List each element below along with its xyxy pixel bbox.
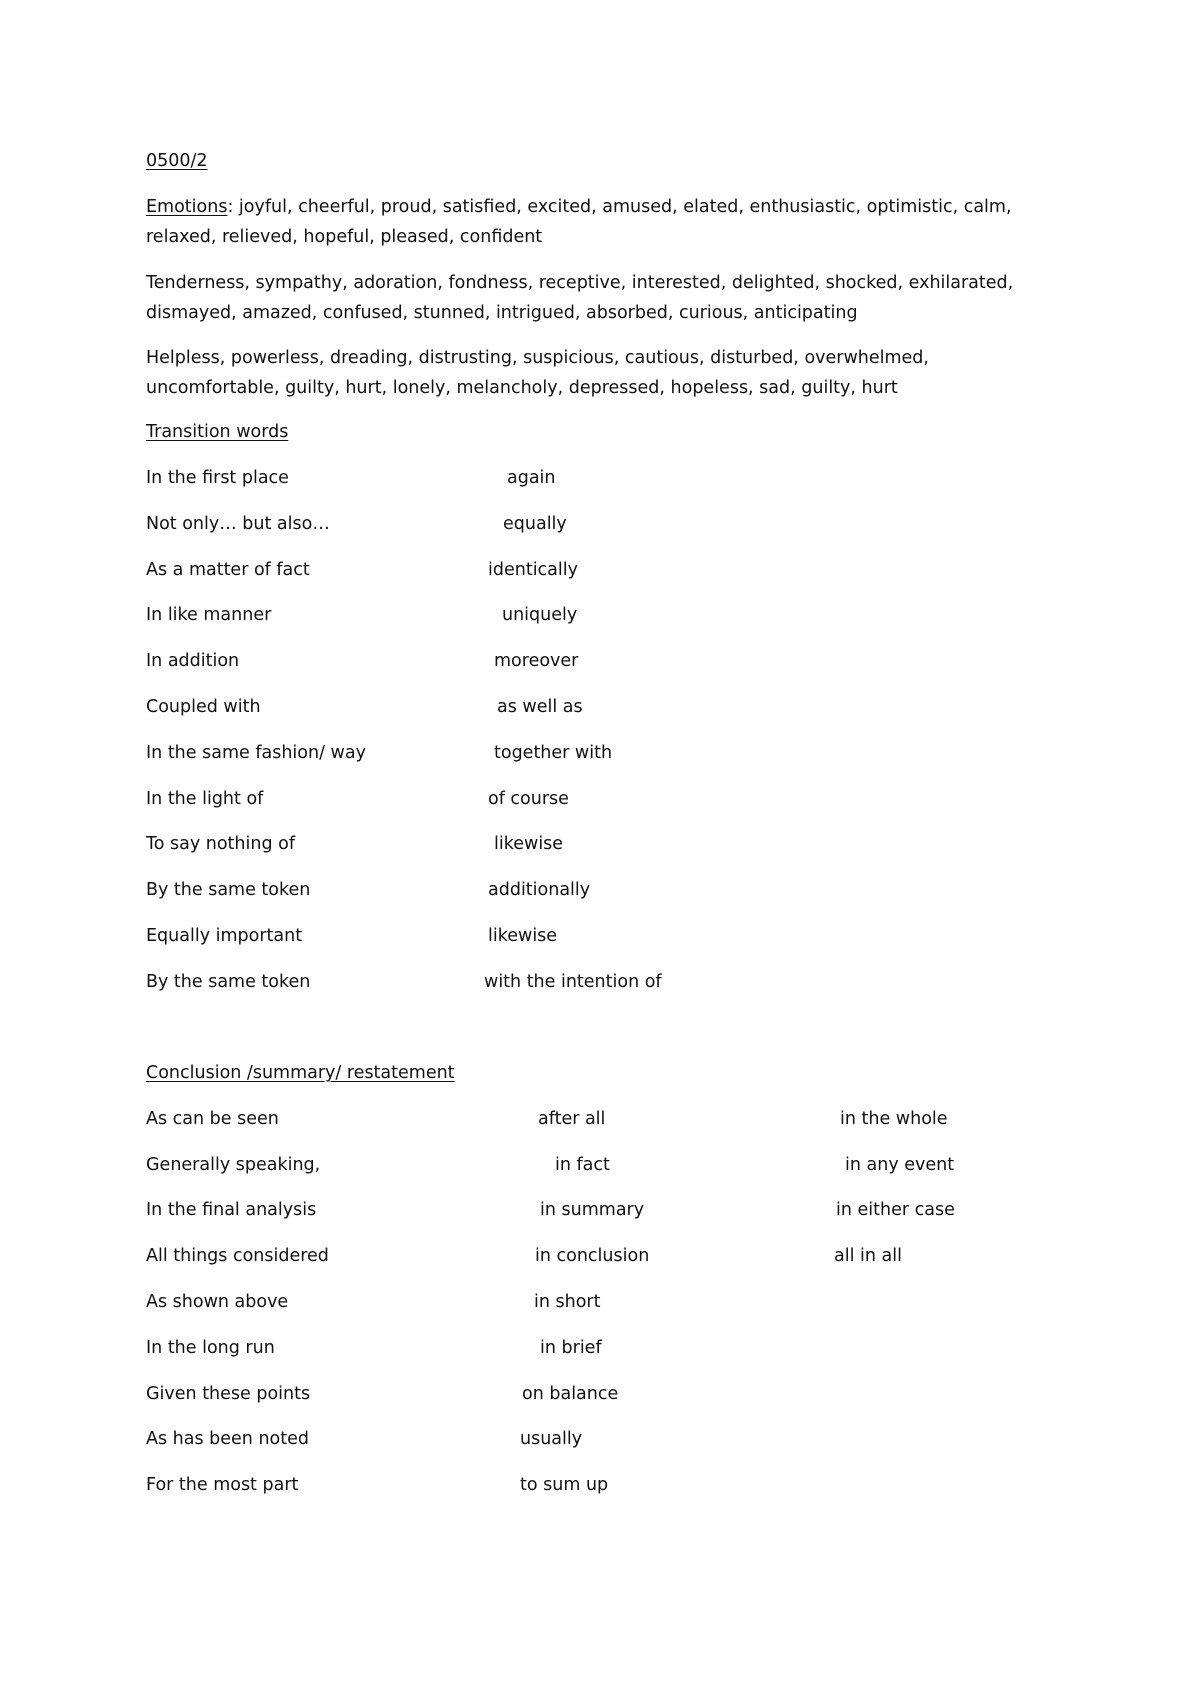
transition-right: as well as [497,697,583,717]
emotions-para3-line-2: uncomfortable, guilty, hurt, lonely, melancholy, depressed, hopeless, sad, guilty, hurt [146,378,898,398]
conclusion-col-1: As has been noted [146,1429,309,1449]
emotions-line-2: relaxed, relieved, hopeful, pleased, confident [146,227,543,247]
conclusion-col-1: Given these points [146,1384,311,1404]
emotions-paragraph-1 [146,192,1046,252]
emotions-para2-line-2: dismayed, amazed, confused, stunned, intrigued, absorbed, curious, anticipating [146,303,858,323]
conclusion-col-3: all in all [834,1246,902,1266]
emotions-colon: : [227,197,234,217]
conclusion-col-2: in summary [540,1200,645,1220]
emotions-label: Emotions [146,197,228,217]
transition-left: In the first place [146,468,289,488]
transition-left: To say nothing of [146,834,295,854]
transition-left: By the same token [146,972,311,992]
transition-left: In addition [146,651,240,671]
conclusion-col-1: For the most part [146,1475,299,1495]
transition-right: uniquely [502,605,578,625]
conclusion-heading: Conclusion /summary/ restatement [146,1063,455,1083]
conclusion-col-2: in conclusion [535,1246,650,1266]
conclusion-col-2: in fact [555,1155,610,1175]
conclusion-col-1: In the final analysis [146,1200,317,1220]
conclusion-col-2: usually [520,1429,583,1449]
transition-left: In the same fashion/ way [146,743,366,763]
emotions-para3-line-1: Helpless, powerless, dreading, distrusting, suspicious, cautious, disturbed, overwhelmed, [146,348,929,368]
conclusion-col-3: in either case [836,1200,955,1220]
transition-left: Not only… but also… [146,514,330,534]
conclusion-col-2: to sum up [520,1475,609,1495]
conclusion-col-1: In the long run [146,1338,275,1358]
conclusion-col-3: in the whole [840,1109,948,1129]
transition-heading: Transition words [146,422,289,442]
transition-right: identically [488,560,578,580]
transition-left: Equally important [146,926,303,946]
conclusion-col-1: All things considered [146,1246,329,1266]
transition-right: with the intention of [484,972,662,992]
conclusion-col-3: in any event [845,1155,955,1175]
conclusion-col-2: in short [534,1292,601,1312]
transition-left: Coupled with [146,697,261,717]
transition-left: In the light of [146,789,264,809]
conclusion-col-1: As shown above [146,1292,289,1312]
conclusion-col-1: As can be seen [146,1109,279,1129]
conclusion-col-2: after all [538,1109,606,1129]
transition-right: of course [488,789,569,809]
emotions-paragraph-3 [146,343,1046,403]
transition-left: As a matter of fact [146,560,310,580]
emotions-para2-line-1: Tenderness, sympathy, adoration, fondness, receptive, interested, delighted, shocked, exhilarated, [146,273,1014,293]
transition-right: additionally [488,880,591,900]
transition-left: By the same token [146,880,311,900]
transition-left: In like manner [146,605,272,625]
document-code: 0500/2 [146,151,208,171]
transition-right: together with [494,743,613,763]
transition-right: likewise [488,926,558,946]
emotions-line-1: joyful, cheerful, proud, satisfied, excited, amused, elated, enthusiastic, optimistic, calm, [233,197,1012,217]
emotions-paragraph-2 [146,268,1046,328]
conclusion-col-2: in brief [540,1338,602,1358]
transition-right: again [507,468,556,488]
transition-right: likewise [494,834,564,854]
transition-right: moreover [494,651,579,671]
transition-right: equally [503,514,567,534]
conclusion-col-1: Generally speaking, [146,1155,321,1175]
conclusion-col-2: on balance [522,1384,619,1404]
